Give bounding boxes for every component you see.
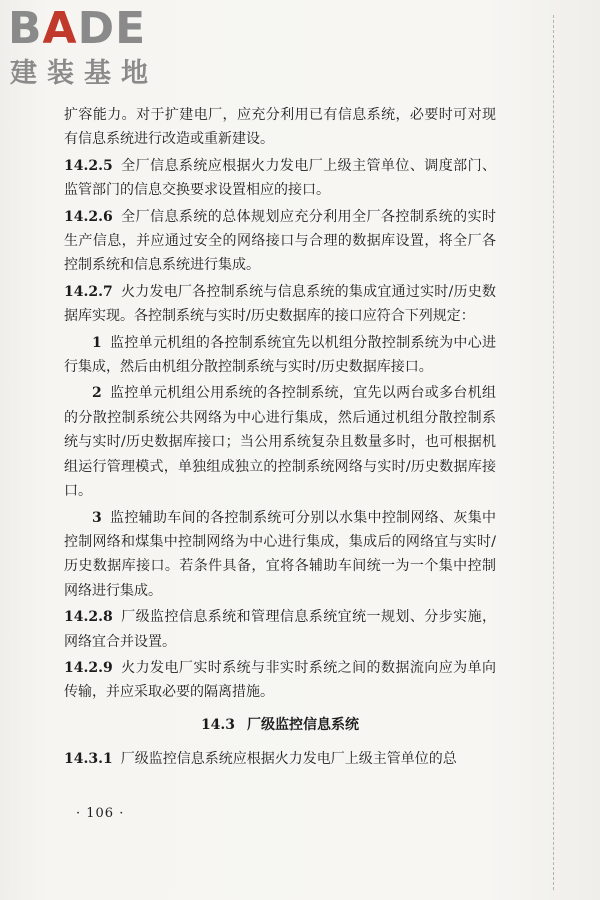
continuation-paragraph: 扩容能力。对于扩建电厂，应充分利用已有信息系统，必要时可对现有信息系统进行改造或重新建设。 bbox=[64, 107, 496, 148]
clause-14-2-6 bbox=[64, 205, 496, 278]
item-text: 监控辅助车间的各控制系统可分别以水集中控制网络、灰集中控制网络和煤集中控制网络为中心进行集成，集成后的网络宜与实时/历史数据库接口。若条件具备，宜将各辅助车间统一为一个集中控制网络进行集成。 bbox=[64, 509, 496, 599]
clause-text: 火力发电厂各控制系统与信息系统的集成宜通过实时/历史数据库实现。各控制系统与实时/历史数据库的接口应符合下列规定： bbox=[64, 283, 496, 325]
clause-number: 14.2.5 bbox=[64, 157, 113, 174]
logo-subtitle: 建装基地 bbox=[10, 58, 158, 89]
clause-number: 14.2.9 bbox=[64, 659, 113, 676]
section-title: 厂级监控信息系统 bbox=[247, 716, 360, 733]
item-number: 1 bbox=[92, 334, 102, 351]
clause-text: 全厂信息系统应根据火力发电厂上级主管单位、调度部门、监管部门的信息交换要求设置相应的接口。 bbox=[64, 157, 496, 199]
clause-number: 14.2.8 bbox=[64, 609, 113, 626]
clause-text: 厂级监控信息系统和管理信息系统宜统一规划、分步实施，网络宜合并设置。 bbox=[64, 609, 496, 650]
clause-14-2-5 bbox=[64, 154, 496, 203]
section-number: 14.3 bbox=[200, 716, 236, 733]
item-text: 监控单元机组公用系统的各控制系统，宜先以两台或多台机组的分散控制系统公共网络为中心进行集成，然后通过机组分散控制系统与实时/历史数据库接口；当公用系统复杂且数量多时，也可根据机组运行管理模式，单独组成独立的控制系统网络与实时/历史数据库接口。 bbox=[64, 385, 496, 500]
clause-text: 厂级监控信息系统应根据火力发电厂上级主管单位的总 bbox=[120, 751, 457, 768]
item-number: 2 bbox=[92, 385, 102, 402]
clause-number: 14.2.7 bbox=[64, 283, 113, 300]
section-heading bbox=[64, 713, 496, 737]
binding-dashed-rule bbox=[553, 15, 554, 890]
list-item-1 bbox=[64, 331, 496, 380]
bade-logo bbox=[8, 3, 178, 96]
clause-text: 全厂信息系统的总体规划应充分利用全厂各控制系统的实时生产信息，并应通过安全的网络接口与合理的数据库设置，将全厂各控制系统和信息系统进行集成。 bbox=[64, 208, 496, 274]
list-item-2 bbox=[64, 381, 496, 503]
item-text: 监控单元机组的各控制系统宜先以机组分散控制系统为中心进行集成，然后由机组分散控制系统与实时/历史数据库接口。 bbox=[64, 334, 496, 376]
page-number: · 106 · bbox=[76, 806, 125, 821]
clause-text: 火力发电厂实时系统与非实时系统之间的数据流向应为单向传输，并应采取必要的隔离措施。 bbox=[64, 659, 496, 701]
logo-accent-letter: A bbox=[42, 3, 78, 54]
body-text bbox=[64, 103, 496, 774]
clause-14-2-8 bbox=[64, 605, 496, 654]
clause-14-2-7 bbox=[64, 280, 496, 329]
item-number: 3 bbox=[92, 509, 102, 526]
clause-number: 14.2.6 bbox=[64, 208, 113, 225]
clause-14-2-9 bbox=[64, 656, 496, 705]
clause-14-3-1 bbox=[64, 747, 496, 771]
list-item-3 bbox=[64, 506, 496, 604]
clause-number: 14.3.1 bbox=[64, 751, 113, 768]
logo-wordmark: BADE bbox=[8, 3, 147, 54]
